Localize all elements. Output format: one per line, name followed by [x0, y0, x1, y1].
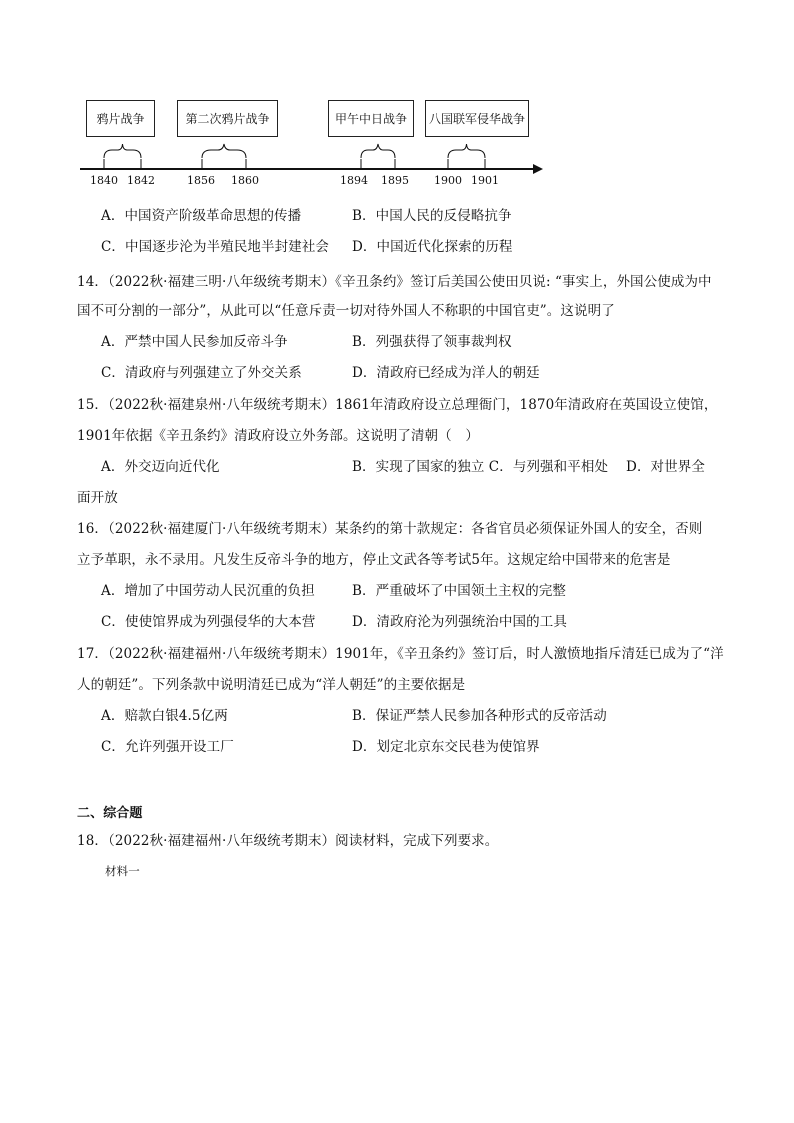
timeline-arrow	[533, 164, 543, 174]
q14-option-d: D．清政府已经成为洋人的朝廷	[352, 365, 540, 381]
q17-option-a: A．赔款白银4.5亿两	[101, 708, 228, 724]
q15-option-wrap: 面开放	[77, 490, 118, 506]
event-opium-war: 鸦片战争	[86, 100, 155, 137]
q17-stem-line1: 17．（2022秋·福建福州·八年级统考期末）1901年，《辛丑条约》签订后，时人激愤地指斥清廷已成为了“洋	[77, 646, 724, 662]
brace-second-opium-war	[202, 144, 246, 158]
year-1900: 1900	[434, 174, 462, 187]
event-eight-nation-war: 八国联军侵华战争	[425, 100, 529, 137]
section2-title: 二、综合题	[77, 806, 143, 821]
q15-option-a: A．外交迈向近代化	[101, 459, 220, 475]
q18-material-label: 材料一	[105, 864, 140, 878]
year-1860: 1860	[231, 174, 259, 187]
q13-option-d: D．中国近代化探索的历程	[352, 239, 513, 255]
timeline-figure	[78, 96, 548, 196]
year-1901: 1901	[471, 174, 499, 187]
q16-stem-line2: 立予革职，永不录用。凡发生反帝斗争的地方，停止文武各等考试5年。这规定给中国带来的危害是	[77, 552, 671, 568]
q17-stem-line2: 人的朝廷”。下列条款中说明清廷已成为“洋人朝廷”的主要依据是	[77, 677, 466, 693]
q15-stem-line1: 15．（2022秋·福建泉州·八年级统考期末）1861年清政府设立总理衙门，1870年清政府在英国设立使馆，	[77, 397, 718, 413]
brace-eight-nation-war	[448, 144, 485, 158]
q13-option-c: C．中国逐步沦为半殖民地半封建社会	[101, 239, 330, 255]
q14-option-a: A．严禁中国人民参加反帝斗争	[101, 334, 288, 350]
q15-stem-line2: 1901年依据《辛丑条约》清政府设立外务部。这说明了清朝（ ）	[77, 428, 479, 444]
event-sino-japanese-war: 甲午中日战争	[328, 100, 414, 137]
q14-stem-line2: 国不可分割的一部分”，从此可以“任意斥责一切对待外国人不称职的中国官吏”。这说明了	[77, 303, 615, 319]
q14-stem-line1: 14．（2022秋·福建三明·八年级统考期末）《辛丑条约》签订后美国公使田贝说: “事实上，外国公使成为中	[77, 274, 712, 290]
q16-option-a: A．增加了中国劳动人民沉重的负担	[101, 583, 315, 599]
brace-opium-war	[104, 144, 141, 158]
year-1856: 1856	[187, 174, 215, 187]
q16-option-c: C．使使馆界成为列强侵华的大本营	[101, 614, 316, 630]
q17-option-d: D．划定北京东交民巷为使馆界	[352, 739, 540, 755]
year-1842: 1842	[127, 174, 155, 187]
year-1895: 1895	[381, 174, 409, 187]
q17-option-b: B．保证严禁人民参加各种形式的反帝活动	[352, 708, 607, 724]
q13-option-b: B．中国人民的反侵略抗争	[352, 208, 512, 224]
q16-option-b: B．严重破坏了中国领土主权的完整	[352, 583, 567, 599]
q17-option-c: C．允许列强开设工厂	[101, 739, 234, 755]
event-second-opium-war: 第二次鸦片战争	[177, 100, 278, 137]
q16-option-d: D．清政府沦为列强统治中国的工具	[352, 614, 567, 630]
year-1840: 1840	[90, 174, 118, 187]
q13-option-a: A．中国资产阶级革命思想的传播	[101, 208, 302, 224]
q18-stem: 18．（2022秋·福建福州·八年级统考期末）阅读材料，完成下列要求。	[77, 833, 499, 849]
q15-option-bcd: B．实现了国家的独立 C．与列强和平相处 D．对世界全	[352, 459, 705, 475]
year-1894: 1894	[340, 174, 368, 187]
q16-stem-line1: 16．（2022秋·福建厦门·八年级统考期末）某条约的第十款规定：各省官员必须保证外国人的安全，否则	[77, 521, 703, 537]
q14-option-c: C．清政府与列强建立了外交关系	[101, 365, 302, 381]
q14-option-b: B．列强获得了领事裁判权	[352, 334, 512, 350]
brace-sino-japanese-war	[361, 144, 395, 158]
